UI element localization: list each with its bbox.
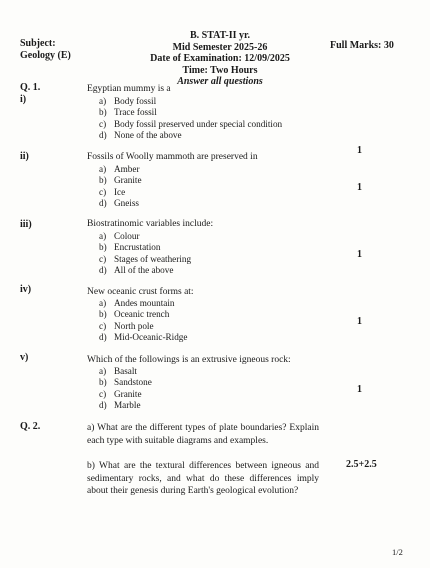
part-ii-number: ii) (20, 151, 29, 162)
option: b) Trace fossil (99, 107, 157, 118)
option: a) Amber (99, 164, 140, 174)
option: d) Marble (99, 399, 141, 410)
option: d) All of the above (99, 264, 174, 275)
option: b) Granite (99, 175, 142, 186)
option: a) Andes mountain (99, 298, 175, 308)
exam-time: Time: Two Hours (182, 64, 258, 76)
part-iii-options (99, 231, 191, 276)
option: d) None of the above (99, 129, 182, 140)
option: b) Encrustation (99, 242, 161, 253)
part-iv-number: iv) (20, 284, 32, 295)
subject-block (20, 38, 71, 61)
option: a) Basalt (99, 366, 137, 376)
option: c) Ice (99, 186, 126, 197)
part-iii-marks: 1 (357, 249, 362, 260)
option: d) Mid-Oceanic-Ridge (99, 331, 188, 342)
option: a) Body fossil (99, 96, 157, 106)
option: d) Gneiss (99, 197, 140, 208)
question-2b-text: b) What are the textural differences between igneous and sedimentary rocks, and what do these differences imply about their genesis during Earth's geological evolution? (87, 461, 319, 496)
option: c) Stages of weathering (99, 253, 192, 264)
part-iv-marks: 1 (357, 316, 362, 327)
part-ii-marks: 1 (357, 182, 362, 193)
option: c) North pole (99, 320, 154, 331)
option: b) Sandstone (99, 377, 152, 388)
part-i-options (99, 96, 282, 141)
question-2a-text: a) What are the different types of plate boundaries? Explain each type with suitable diagrams and examples. (87, 423, 319, 446)
part-i-question: Egyptian mummy is a (87, 84, 171, 94)
part-v-marks: 1 (357, 384, 362, 395)
page-number: 1/2 (392, 547, 403, 557)
question-2-marks: 2.5+2.5 (346, 459, 377, 470)
option: c) Body fossil preserved under special condition (99, 118, 283, 129)
question-1-number: Q. 1. (20, 82, 41, 93)
question-2-number: Q. 2. (20, 421, 41, 432)
part-i-number: i) (20, 94, 27, 105)
part-v-question: Which of the followings is an extrusive igneous rock: (87, 355, 291, 365)
part-iv-question: New oceanic crust forms at: (87, 287, 194, 297)
part-v-options (99, 366, 152, 411)
option: b) Oceanic trench (99, 309, 170, 320)
exam-date: Date of Examination: 12/09/2025 (150, 53, 290, 64)
subject-label: Subject: (20, 38, 56, 49)
part-iv-options (99, 298, 187, 343)
option: a) Colour (99, 231, 140, 241)
subject-value: Geology (E) (20, 49, 71, 61)
full-marks: Full Marks: 30 (330, 40, 394, 51)
exam-header (120, 30, 320, 88)
option: c) Granite (99, 388, 142, 399)
part-ii-question: Fossils of Woolly mammoth are preserved in (87, 152, 258, 162)
part-iii-question: Biostratinomic variables include: (87, 219, 214, 229)
exam-name: Mid Semester 2025-26 (172, 41, 268, 53)
part-i-marks: 1 (357, 145, 362, 156)
course-name: B. STAT-II yr. (189, 30, 251, 41)
instruction: Answer all questions (177, 76, 263, 87)
part-v-number: v) (20, 352, 29, 363)
part-ii-options (99, 164, 142, 209)
part-iii-number: iii) (20, 219, 32, 230)
